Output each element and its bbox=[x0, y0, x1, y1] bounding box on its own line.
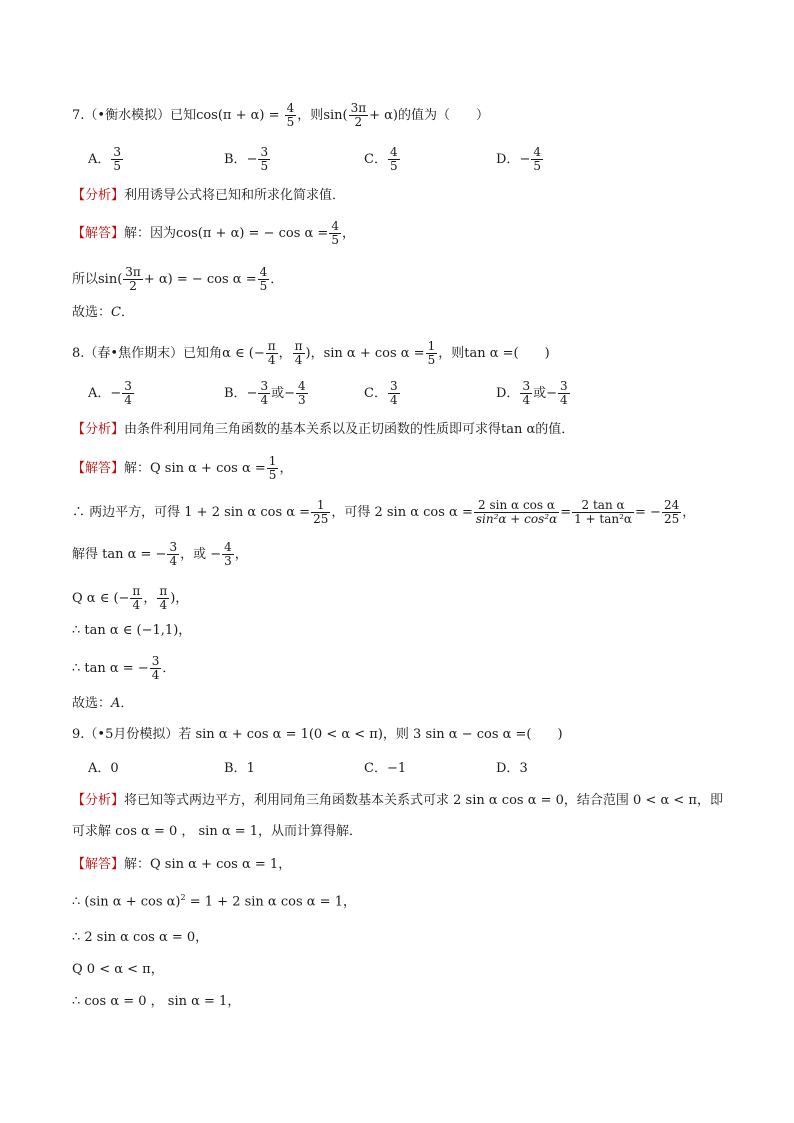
q7-solution-line-2: 所以sin( $\frac{3\pi}{2}$ + α) = − cos α = $\frac{4}{5}$ ． bbox=[72, 265, 284, 293]
q8-solution-line-4: Q α ∈ (− $\frac{\pi}{4}$ ， $\frac{\pi}{4}$ )， bbox=[72, 584, 189, 612]
q7-option-c: C． $\frac{4}{5}$ bbox=[364, 145, 398, 173]
q9-solution-line-4: Q 0 < α < π， bbox=[72, 962, 164, 977]
q9-solution-line-5: ∴ cos α = 0 ， sin α = 1， bbox=[72, 994, 241, 1009]
q9-solution-line-3: ∴ 2 sin α cos α = 0， bbox=[72, 930, 209, 945]
q9-analysis-line-2: 可求解 cos α = 0 ， sin α = 1，从而计算得解． bbox=[72, 824, 363, 839]
q9-analysis-line-1: 【分析】将已知等式两边平方，利用同角三角函数基本关系式可求 2 sin α cos α = 0，结合范围 0 < α < π，即 bbox=[72, 793, 723, 808]
q7-stem-prefix: 7.（•衡水模拟）已知 bbox=[72, 108, 197, 123]
q7-condition: cos(π + α) = bbox=[196, 108, 280, 123]
q7-solution-line-1: 【解答】解：因为cos(π + α) = − cos α = $\frac{4}{5}$ ， bbox=[72, 219, 355, 247]
q8-option-a: A．− $\frac{3}{4}$ bbox=[88, 379, 132, 407]
q8-solution-line-2: ∴ 两边平方，可得 1 + 2 sin α cos α = $\frac{1}{25}$ ，可得 2 sin α cos α = $\frac{\text{2 sin α cos α}}{\text{sin²α + cos²α}}$ = $\frac{\text{2 tan α}}{\text{1 + tan²α}}$ = − $\frac{24}{25}$ ， bbox=[72, 498, 696, 526]
q7-choice: 故选：C． bbox=[72, 305, 134, 320]
q8-solution-line-6: ∴ tan α = − $\frac{3}{4}$ ． bbox=[72, 654, 176, 682]
q8-solution-line-5: ∴ tan α ∈ (−1,1)， bbox=[72, 623, 192, 638]
q9-option-d: D．3 bbox=[496, 761, 528, 776]
q9-option-b: B．1 bbox=[224, 761, 255, 776]
q9-option-c: C．−1 bbox=[364, 761, 407, 776]
q7-cond-fraction: $\frac{4}{5}$ bbox=[286, 101, 295, 129]
q7-option-d: D．− $\frac{4}{5}$ bbox=[496, 145, 541, 173]
q7-option-b: B．− $\frac{3}{5}$ bbox=[224, 145, 269, 173]
q8-solution-line-1: 【解答】解：Q sin α + cos α = $\frac{1}{5}$ ， bbox=[72, 454, 293, 482]
q7-answer-tag: 【解答】 bbox=[72, 226, 125, 241]
q9-option-a: A．0 bbox=[88, 761, 119, 776]
q8-solution-line-3: 解得 tan α = − $\frac{3}{4}$ ，或 − $\frac{4}{3}$ ， bbox=[72, 540, 248, 568]
q7-option-a: A． $\frac{3}{5}$ bbox=[88, 145, 122, 173]
q8-option-c: C． $\frac{3}{4}$ bbox=[364, 379, 398, 407]
q8-stem: 8.（春•焦作期末）已知角α ∈ (− $\frac{\pi}{4}$ ， $\frac{\pi}{4}$ )，sin α + cos α = $\frac{1}{5}$ ，则tan α =( ) bbox=[72, 339, 550, 367]
q8-option-d: D． $\frac{3}{4}$ 或− $\frac{3}{4}$ bbox=[496, 379, 568, 407]
q9-stem: 9.（•5月份模拟）若 sin α + cos α = 1(0 < α < π)，则 3 sin α − cos α =( ) bbox=[72, 727, 563, 742]
q8-option-b: B．− $\frac{3}{4}$ 或− $\frac{4}{3}$ bbox=[224, 379, 306, 407]
q9-solution-line-1: 【解答】解：Q sin α + cos α = 1， bbox=[72, 857, 292, 872]
q9-solution-line-2: ∴ (sin α + cos α)$^2$ = 1 + 2 sin α cos α = 1， bbox=[72, 893, 356, 910]
q7-analysis: 【分析】利用诱导公式将已知和所求化简求值． bbox=[72, 188, 346, 203]
q8-analysis: 【分析】由条件利用同角三角函数的基本关系以及正切函数的性质即可求得tan α的值． bbox=[72, 422, 575, 437]
q8-choice: 故选：A． bbox=[72, 696, 134, 711]
q7-stem: 7.（•衡水模拟）已知cos(π + α) = $\frac{4}{5}$ ，则sin( $\frac{3\pi}{2}$ + α)的值为（ ） bbox=[72, 101, 490, 129]
q7-target-fraction: $\frac{3\pi}{2}$ bbox=[350, 101, 367, 129]
q7-analysis-tag: 【分析】 bbox=[72, 188, 125, 203]
